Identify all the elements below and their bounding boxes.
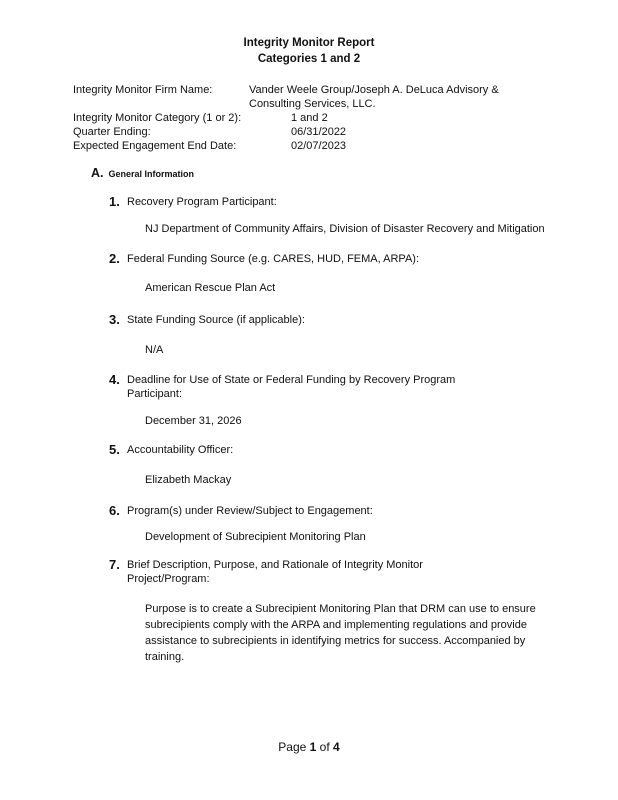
firm-name-label: Integrity Monitor Firm Name: xyxy=(73,84,213,96)
item-answer: N/A xyxy=(145,344,164,356)
item-number: 5. xyxy=(109,442,120,457)
quarter-ending-value: 06/31/2022 xyxy=(291,126,347,138)
section-letter: A. xyxy=(91,166,104,180)
page-word: Page xyxy=(278,740,307,754)
category-value: 1 and 2 xyxy=(291,112,328,124)
end-date-label: Expected Engagement End Date: xyxy=(73,140,237,152)
item-question: Deadline for Use of State or Federal Funding by Recovery Program Participant: xyxy=(127,374,456,400)
item-number: 1. xyxy=(109,194,120,209)
item-answer: NJ Department of Community Affairs, Division of Disaster Recovery and Mitigation xyxy=(145,223,545,235)
item-answer: Elizabeth Mackay xyxy=(145,474,232,486)
of-word: of xyxy=(319,740,330,754)
firm-name-value-line1: Vander Weele Group/Joseph A. DeLuca Advisory & xyxy=(249,84,499,96)
item-question: Recovery Program Participant: xyxy=(127,196,277,208)
item-question: Accountability Officer: xyxy=(127,444,234,456)
item-question: Program(s) under Review/Subject to Engagement: xyxy=(127,505,373,517)
item-question: Brief Description, Purpose, and Rationale of Integrity Monitor Project/Program: xyxy=(127,559,423,585)
item-number: 7. xyxy=(109,557,120,572)
section-title: General Information xyxy=(108,169,195,179)
report-subtitle: Categories 1 and 2 xyxy=(257,53,361,65)
quarter-ending-label: Quarter Ending: xyxy=(73,126,151,138)
section-heading xyxy=(91,166,194,180)
category-label: Integrity Monitor Category (1 or 2): xyxy=(73,112,242,124)
page-footer xyxy=(0,740,618,754)
item-answer: Purpose is to create a Subrecipient Monitoring Plan that DRM can use to ensure subrecipients comply with the ARPA and implementing regulations and provide assistance to subrecipients in identifying metrics for success. Accompanied by training. xyxy=(145,603,536,663)
page-number: 1 xyxy=(309,740,317,754)
item-number: 3. xyxy=(109,312,120,327)
item-number: 4. xyxy=(109,372,120,387)
page-total: 4 xyxy=(333,740,340,754)
firm-name-value-line2: Consulting Services, LLC. xyxy=(249,98,376,110)
item-question: State Funding Source (if applicable): xyxy=(127,314,305,326)
item-question: Federal Funding Source (e.g. CARES, HUD, FEMA, ARPA): xyxy=(127,253,420,265)
item-answer: December 31, 2026 xyxy=(145,415,242,427)
item-number: 6. xyxy=(109,503,120,518)
end-date-value: 02/07/2023 xyxy=(291,140,347,152)
item-answer: Development of Subrecipient Monitoring Plan xyxy=(145,531,366,543)
item-number: 2. xyxy=(109,251,120,266)
item-answer: American Rescue Plan Act xyxy=(145,282,276,294)
report-title: Integrity Monitor Report xyxy=(243,37,375,49)
